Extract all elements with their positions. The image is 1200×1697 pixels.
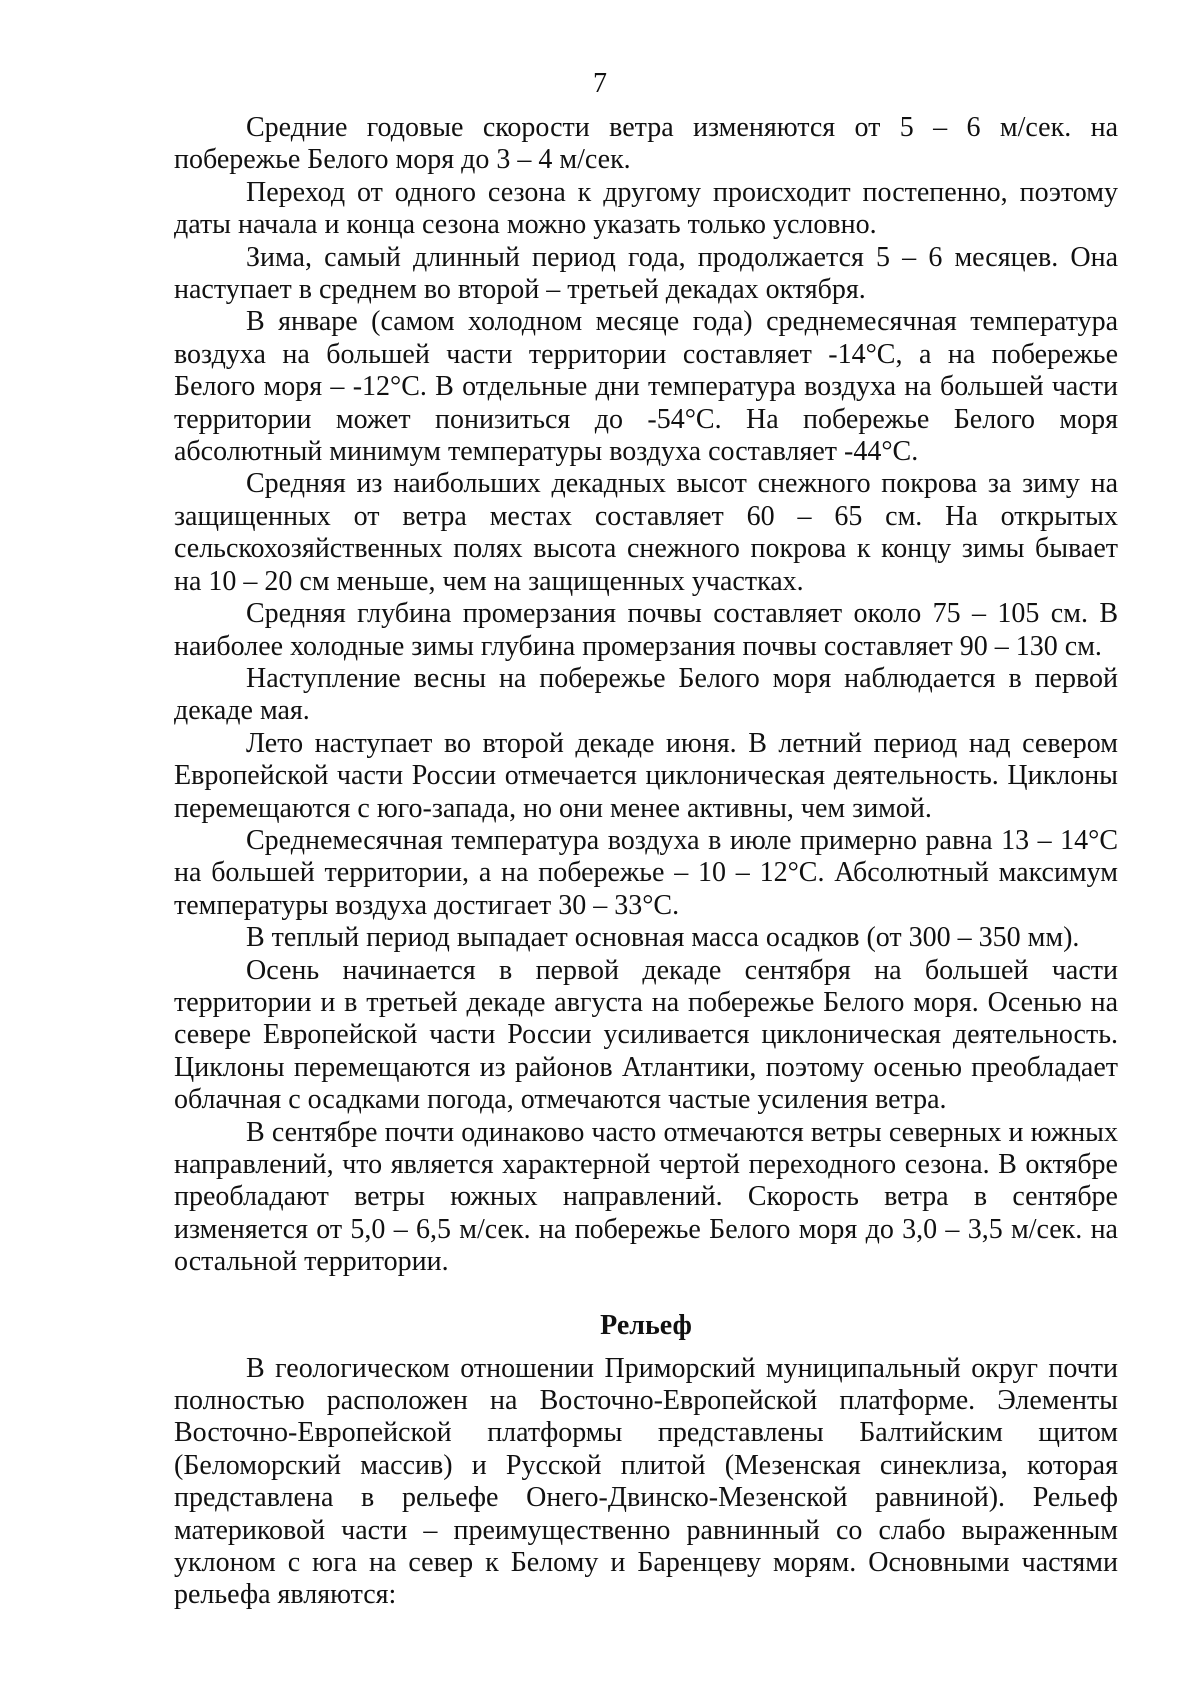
- paragraph-precipitation: В теплый период выпадает основная масса осадков (от 300 – 350 мм).: [246, 922, 1080, 954]
- body-text: [174, 112, 1118, 1612]
- paragraph-snow-cover: Средняя из наибольших декадных высот снежного покрова за зиму на защищенных от ветра местах составляет 60 – 65 см. На открытых сельскохозяйственных полях высота снежного покрова к концу зимы бывает на 10 – 20 см меньше, чем на защищенных участках.: [174, 468, 1118, 597]
- paragraph-september-winds: В сентябре почти одинаково часто отмечаются ветры северных и южных направлений, что является характерной чертой переходного сезона. В октябре преобладают ветры южных направлений. Скорость ветра в сентябре изменяется от 5,0 – 6,5 м/сек. на побережье Белого моря до 3,0 – 3,5 м/сек. на остальной территории.: [174, 1116, 1118, 1278]
- paragraph-july-temperature: Среднемесячная температура воздуха в июле примерно равна 13 – 14°С на большей территории, а на побережье – 10 – 12°С. Абсолютный максимум температуры воздуха достигает 30 – 33°С.: [174, 824, 1118, 921]
- paragraph-soil-freezing: Средняя глубина промерзания почвы составляет около 75 – 105 см. В наиболее холодные зимы глубина промерзания почвы составляет 90 – 130 см.: [174, 598, 1118, 662]
- paragraph-geology: В геологическом отношении Приморский муниципальный округ почти полностью расположен на Восточно-Европейской платформе. Элементы Восточно-Европейской платформы представлены Балтийским щитом (Беломорский массив) и Русской плитой (Мезенская синеклиза, которая представлена в рельефе Онего-Двинско-Мезенской равниной). Рельеф материковой части – преимущественно равнинный со слабо выраженным уклоном с юга на север к Белому и Баренцеву морям. Основными частями рельефа являются:: [174, 1352, 1118, 1611]
- paragraph-january-temperature: В январе (самом холодном месяце года) среднемесячная температура воздуха на большей части территории составляет -14°С, а на побережье Белого моря – -12°С. В отдельные дни температура воздуха на большей части территории может понизиться до -54°С. На побережье Белого моря абсолютный минимум температуры воздуха составляет -44°С.: [174, 306, 1118, 468]
- page-number: 7: [593, 68, 607, 99]
- paragraph-summer: Лето наступает во второй декаде июня. В летний период над севером Европейской части России отмечается циклоническая деятельность. Циклоны перемещаются с юго-запада, но они менее активны, чем зимой.: [174, 727, 1118, 824]
- paragraph-season-transition: Переход от одного сезона к другому происходит постепенно, поэтому даты начала и конца сезона можно указать только условно.: [174, 176, 1118, 241]
- paragraph-spring: Наступление весны на побережье Белого моря наблюдается в первой декаде мая.: [174, 662, 1118, 727]
- paragraph-wind-speed: Средние годовые скорости ветра изменяются от 5 – 6 м/сек. на побережье Белого моря до 3 – 4 м/сек.: [174, 112, 1118, 176]
- section-heading-relief: Рельеф: [600, 1309, 692, 1341]
- paragraph-autumn: Осень начинается в первой декаде сентября на большей части территории и в третьей декаде августа на побережье Белого моря. Осенью на севере Европейской части России усиливается циклоническая деятельность. Циклоны перемещаются из районов Атлантики, поэтому осенью преобладает облачная с осадками погода, отмечаются частые усиления ветра.: [174, 954, 1118, 1116]
- paragraph-winter: Зима, самый длинный период года, продолжается 5 – 6 месяцев. Она наступает в среднем во второй – третьей декадах октября.: [174, 241, 1118, 306]
